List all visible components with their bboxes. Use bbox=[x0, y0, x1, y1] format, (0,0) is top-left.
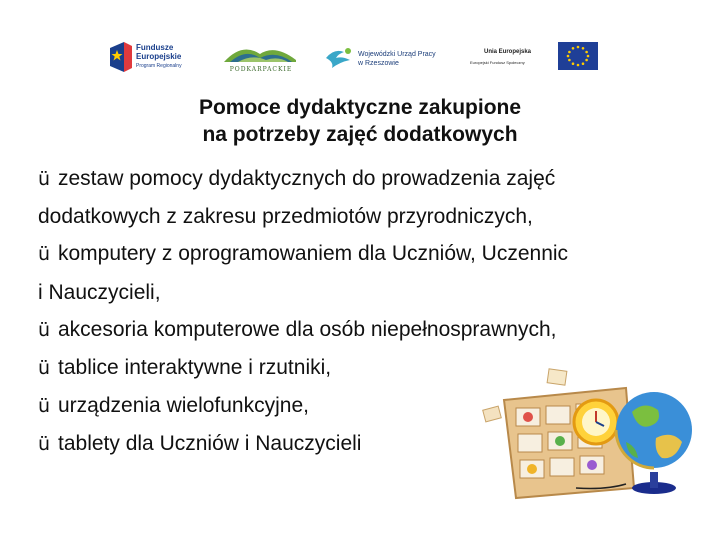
wup-line2: w Rzeszowie bbox=[358, 60, 399, 67]
ue-line1: Unia Europejska bbox=[484, 49, 532, 55]
logo-strip bbox=[108, 36, 608, 82]
unia-europejska-logo bbox=[468, 36, 600, 82]
fundusze-europejskie-logo bbox=[108, 36, 208, 82]
title-line1: Pomoce dydaktyczne zakupione bbox=[198, 96, 522, 119]
list-item bbox=[38, 160, 708, 235]
fundusze-star-icon bbox=[110, 42, 132, 72]
fundusze-line3: Program Regionalny bbox=[136, 63, 182, 69]
educational-toys-image bbox=[476, 360, 696, 500]
podkarpackie-logo bbox=[220, 36, 302, 82]
eu-flag-icon bbox=[558, 42, 598, 70]
list-item bbox=[38, 235, 708, 310]
item-text: komputery z oprogramowaniem dla Uczniów, Uczennic bbox=[58, 242, 569, 266]
check-icon: ü bbox=[38, 357, 51, 380]
item-text-continued: i Nauczycieli, bbox=[38, 280, 161, 304]
item-text-continued: dodatkowych z zakresu przedmiotów przyrodniczych, bbox=[38, 205, 533, 229]
page-title bbox=[0, 94, 720, 148]
wup-logo bbox=[324, 36, 454, 82]
bird-icon bbox=[324, 42, 356, 74]
ue-line2: Europejski Fundusz Społeczny bbox=[470, 60, 525, 65]
item-text: tablety dla Uczniów i Nauczycieli bbox=[58, 432, 362, 456]
wup-line1: Wojewódzki Urząd Pracy bbox=[358, 51, 436, 58]
title-line2: na potrzeby zajęć dodatkowych bbox=[202, 123, 518, 146]
mountains-icon bbox=[220, 40, 300, 66]
item-text: tablice interaktywne i rzutniki, bbox=[58, 356, 332, 380]
podkarpackie-text: PODKARPACKIE bbox=[229, 66, 293, 73]
check-icon: ü bbox=[38, 243, 51, 266]
fundusze-line2: Europejskie bbox=[136, 52, 182, 61]
check-icon: ü bbox=[38, 395, 51, 418]
check-icon: ü bbox=[38, 168, 51, 190]
item-text: akcesoria komputerowe dla osób niepełnosprawnych, bbox=[58, 317, 557, 341]
list-item bbox=[38, 311, 708, 349]
check-icon: ü bbox=[38, 318, 51, 341]
fundusze-line1: Fundusze bbox=[136, 43, 174, 52]
check-icon: ü bbox=[38, 433, 51, 456]
item-text: urządzenia wielofunkcyjne, bbox=[58, 394, 309, 418]
item-text: zestaw pomocy dydaktycznych do prowadzenia zajęć bbox=[58, 167, 556, 190]
